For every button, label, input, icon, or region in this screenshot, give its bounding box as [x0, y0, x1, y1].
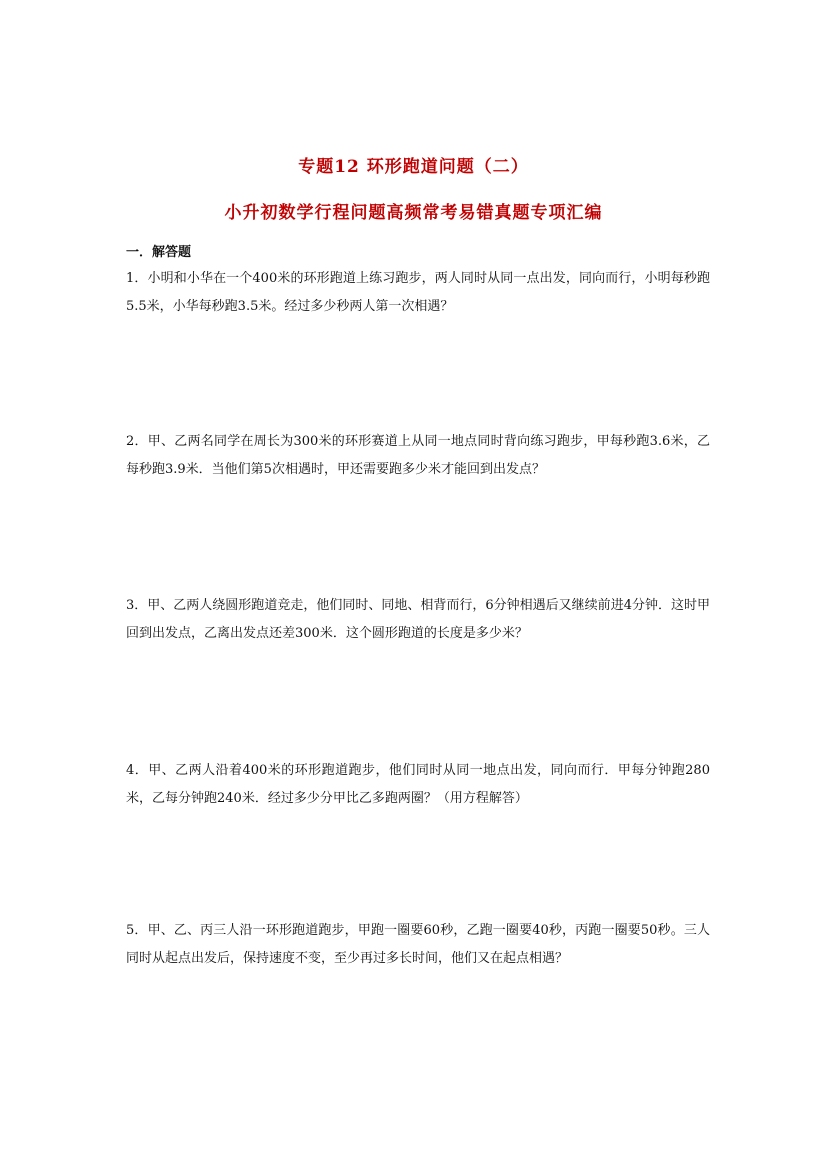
question-2 [126, 428, 710, 484]
question-number: 4． [126, 763, 149, 778]
document-title: 专题12 环形跑道问题（二） [298, 157, 529, 177]
question-3 [126, 592, 710, 648]
document-subtitle: 小升初数学行程问题高频常考易错真题专项汇编 [224, 203, 603, 223]
question-number: 5． [126, 923, 148, 938]
question-text: 小明和小华在一个400米的环形跑道上练习跑步，两人同时从同一点出发，同向而行，小明每秒跑5.5米，小华每秒跑3.5米。经过多少秒两人第一次相遇？ [126, 271, 710, 314]
section-heading: 一．解答题 [126, 245, 192, 260]
question-number: 3． [126, 598, 148, 613]
question-text: 甲、乙两人绕圆形跑道竞走，他们同时、同地、相背而行，6分钟相遇后又继续前进4分钟．这时甲回到出发点，乙离出发点还差300米．这个圆形跑道的长度是多少米？ [126, 598, 710, 641]
question-text: 甲、乙两名同学在周长为300米的环形赛道上从同一地点同时背向练习跑步，甲每秒跑3.6米，乙每秒跑3.9米．当他们第5次相遇时，甲还需要跑多少米才能回到出发点？ [126, 434, 710, 477]
question-text: 甲、乙两人沿着400米的环形跑道跑步，他们同时从同一地点出发，同向而行．甲每分钟跑280米，乙每分钟跑240米．经过多少分甲比乙多跑两圈？（用方程解答） [126, 763, 710, 806]
question-5 [126, 917, 710, 973]
question-text: 甲、乙、丙三人沿一环形跑道跑步，甲跑一圈要60秒，乙跑一圈要40秒，丙跑一圈要50秒。三人同时从起点出发后，保持速度不变，至少再过多长时间，他们又在起点相遇？ [126, 923, 710, 966]
question-1 [126, 265, 710, 321]
question-number: 1． [126, 271, 148, 286]
question-number: 2． [126, 434, 148, 449]
question-4 [126, 757, 710, 813]
